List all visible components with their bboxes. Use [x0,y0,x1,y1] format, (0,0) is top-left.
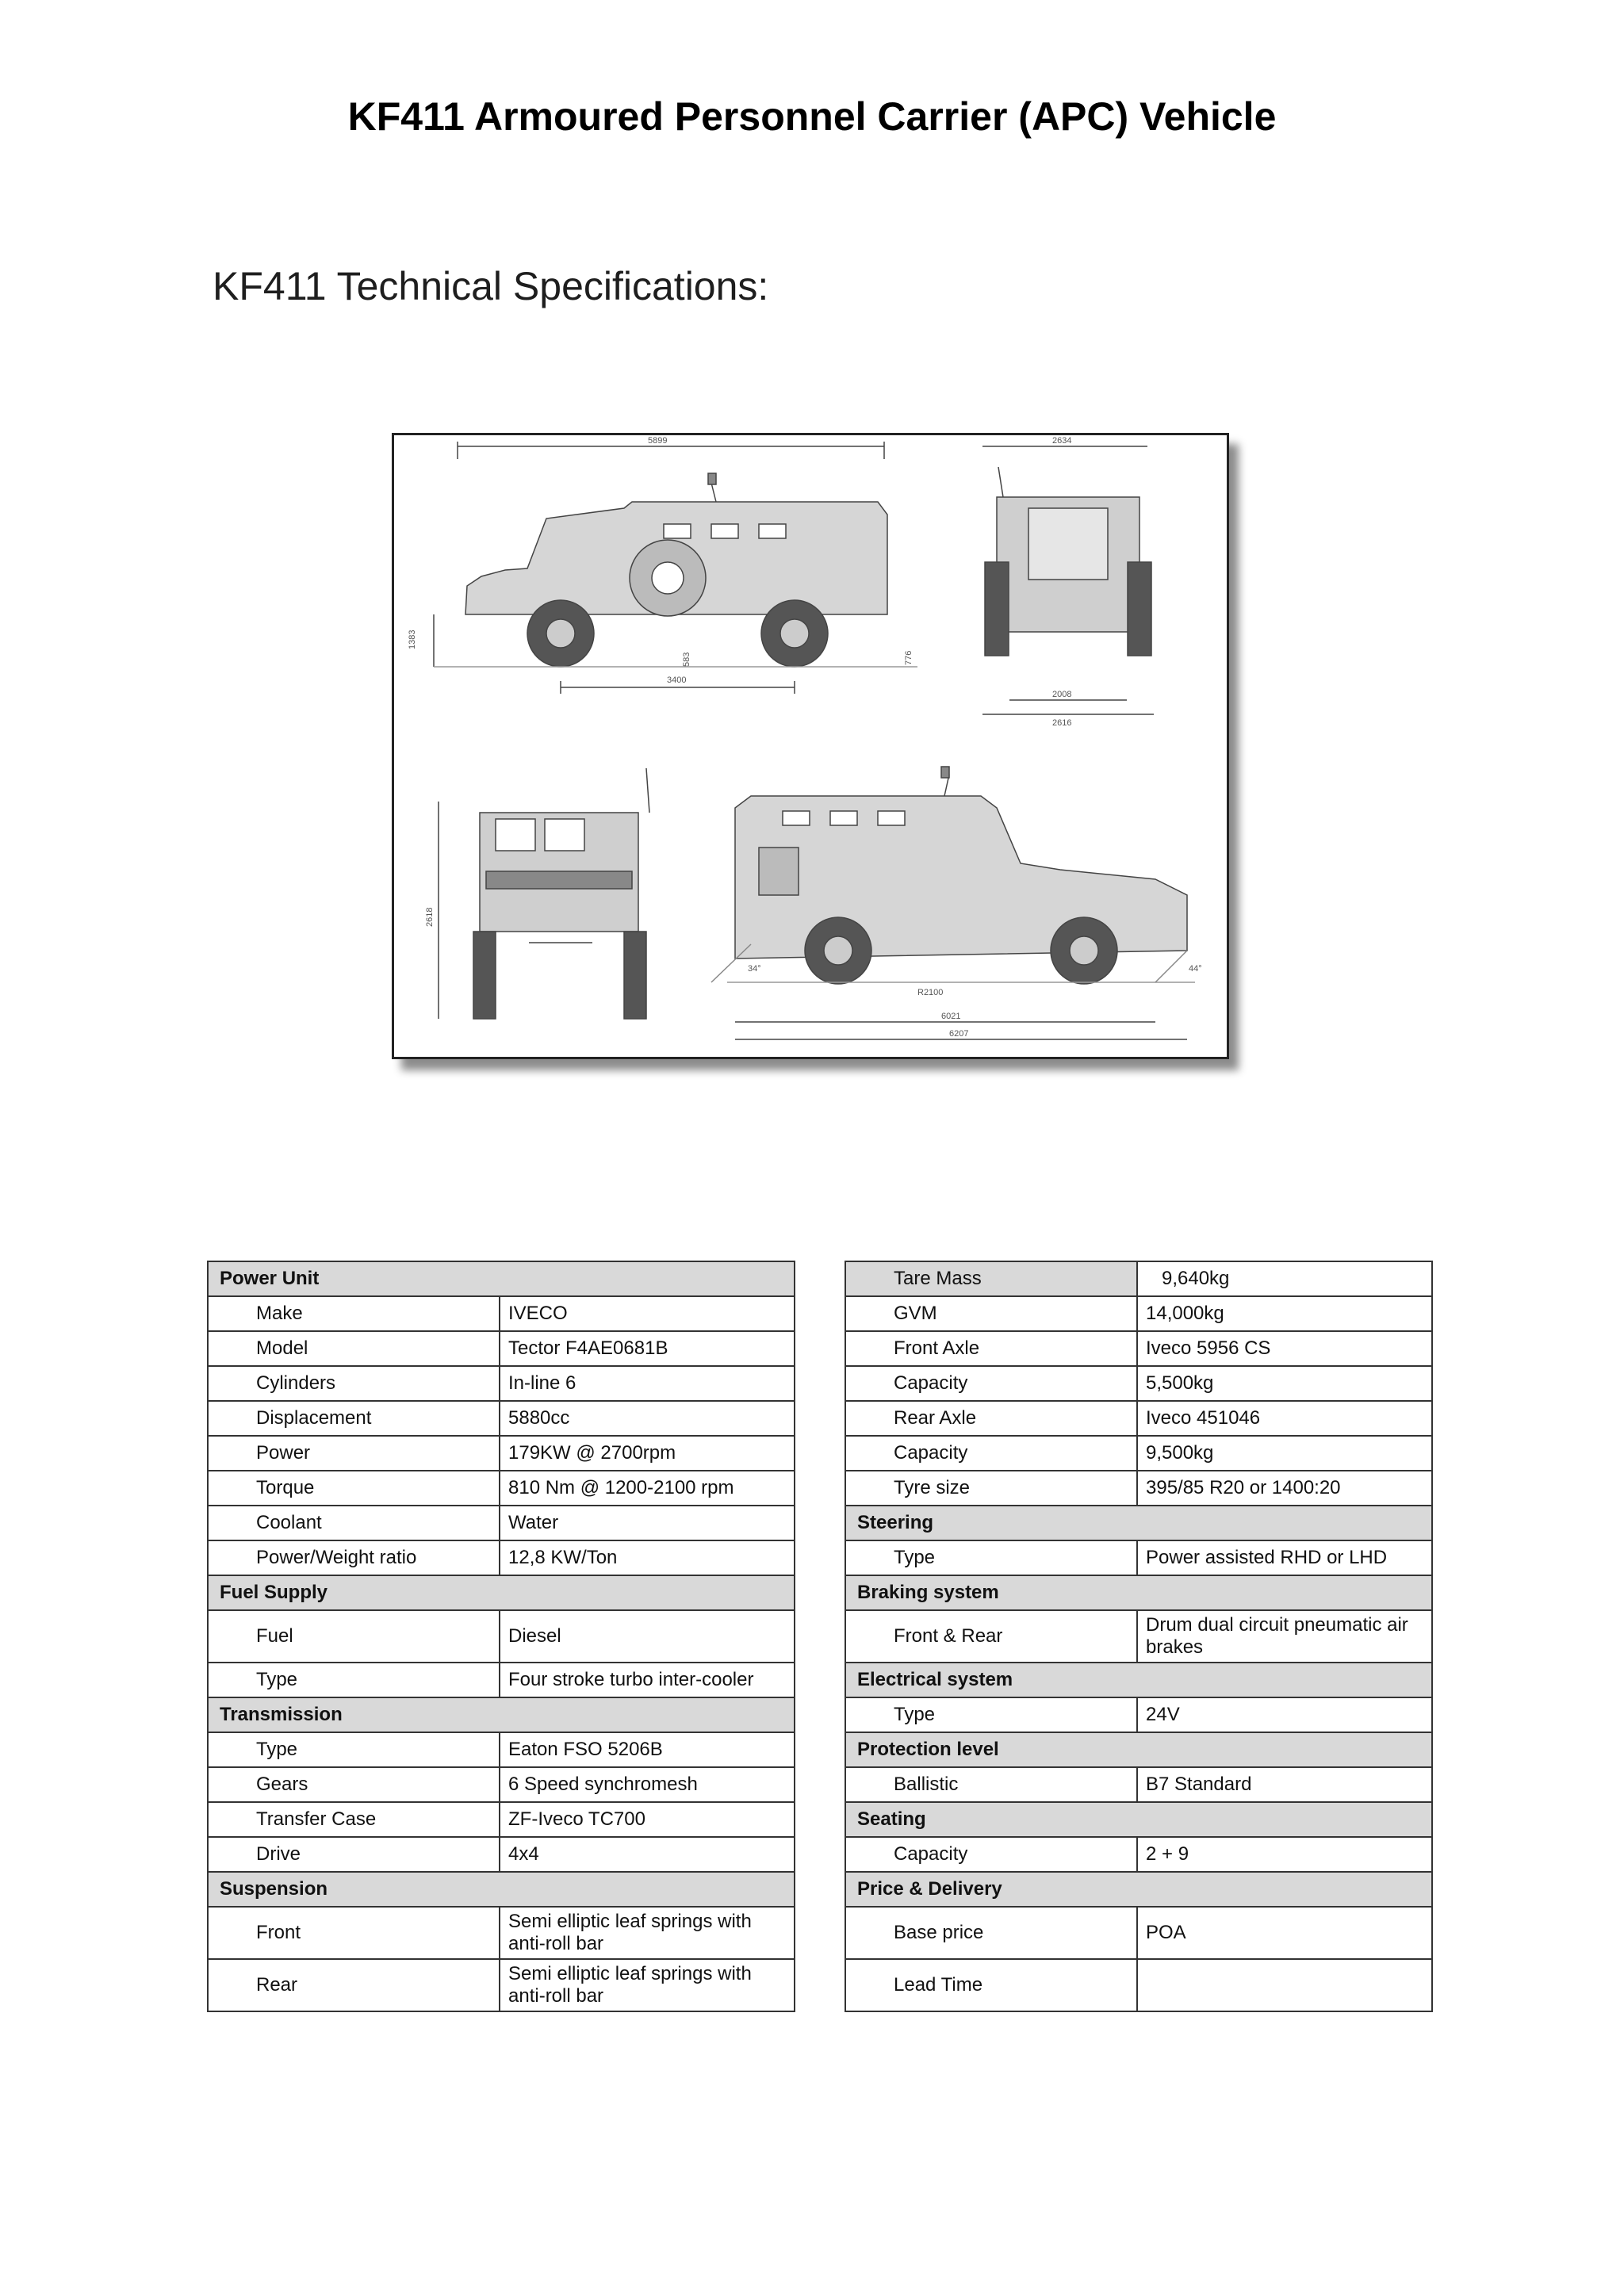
dim-height-side: 1383 [408,629,417,649]
section-power-unit: Power Unit [208,1261,795,1296]
label-gears: Gears [208,1767,500,1802]
label-power-weight: Power/Weight ratio [208,1540,500,1575]
side-view-right [711,767,1195,1039]
value-fuel-type: Four stroke turbo inter-cooler [500,1663,795,1697]
label-drive: Drive [208,1837,500,1872]
spec-table-left [207,1261,795,2012]
value-front-axle: Iveco 5956 CS [1137,1331,1432,1366]
label-front-capacity: Capacity [845,1366,1137,1401]
value-displacement: 5880cc [500,1401,795,1436]
vehicle-technical-drawing [392,433,1229,1059]
value-tare-mass: 9,640kg [1137,1261,1432,1296]
rear-view [439,768,649,1019]
label-displacement: Displacement [208,1401,500,1436]
section-steering: Steering [845,1506,1432,1540]
spec-heading: KF411 Technical Specifications: [213,264,769,308]
dim-turning-radius: R2100 [917,988,944,997]
dim-departure-angle: 34° [748,964,761,974]
label-lead-time: Lead Time [845,1959,1137,2011]
value-rear-suspension: Semi elliptic leaf springs with anti-roll bar [500,1959,795,2011]
value-power-weight: 12,8 KW/Ton [500,1540,795,1575]
value-front-suspension: Semi elliptic leaf springs with anti-roll bar [500,1907,795,1959]
section-electrical: Electrical system [845,1663,1432,1697]
label-transfer-case: Transfer Case [208,1802,500,1837]
label-ballistic: Ballistic [845,1767,1137,1802]
value-rear-axle: Iveco 451046 [1137,1401,1432,1436]
value-model: Tector F4AE0681B [500,1331,795,1366]
value-lead-time [1137,1959,1432,2011]
label-seating-capacity: Capacity [845,1837,1137,1872]
dim-ground-clearance: 583 [682,652,691,667]
label-fuel: Fuel [208,1610,500,1663]
dim-approach-angle: 44° [1189,964,1202,974]
front-view [982,446,1154,714]
side-view-left [434,442,917,694]
value-cylinders: In-line 6 [500,1366,795,1401]
label-power: Power [208,1436,500,1471]
value-ballistic: B7 Standard [1137,1767,1432,1802]
value-torque: 810 Nm @ 1200-2100 rpm [500,1471,795,1506]
value-drive: 4x4 [500,1837,795,1872]
label-rear-suspension: Rear [208,1959,500,2011]
value-seating-capacity: 2 + 9 [1137,1837,1432,1872]
label-front-suspension: Front [208,1907,500,1959]
value-transfer-case: ZF-Iveco TC700 [500,1802,795,1837]
value-make: IVECO [500,1296,795,1331]
section-fuel-supply: Fuel Supply [208,1575,795,1610]
value-steering-type: Power assisted RHD or LHD [1137,1540,1432,1575]
label-base-price: Base price [845,1907,1137,1959]
dim-length-2: 6207 [949,1029,969,1039]
label-transmission-type: Type [208,1732,500,1767]
label-model: Model [208,1331,500,1366]
label-front-axle: Front Axle [845,1331,1137,1366]
dim-overall-length-top: 5899 [648,436,668,446]
dim-rear-height: 2618 [425,907,435,927]
label-steering-type: Type [845,1540,1137,1575]
value-fuel: Diesel [500,1610,795,1663]
value-tyre-size: 395/85 R20 or 1400:20 [1137,1471,1432,1506]
section-price-delivery: Price & Delivery [845,1872,1432,1907]
section-suspension: Suspension [208,1872,795,1907]
dim-overall-width: 2616 [1052,718,1072,728]
value-transmission-type: Eaton FSO 5206B [500,1732,795,1767]
value-base-price: POA [1137,1907,1432,1959]
label-tare-mass: Tare Mass [845,1261,1137,1296]
label-torque: Torque [208,1471,500,1506]
value-front-capacity: 5,500kg [1137,1366,1432,1401]
vehicle-drawing-svg [394,435,1227,1057]
value-rear-capacity: 9,500kg [1137,1436,1432,1471]
label-rear-axle: Rear Axle [845,1401,1137,1436]
label-coolant: Coolant [208,1506,500,1540]
label-rear-capacity: Capacity [845,1436,1137,1471]
value-coolant: Water [500,1506,795,1540]
section-braking: Braking system [845,1575,1432,1610]
label-fuel-type: Type [208,1663,500,1697]
label-brakes: Front & Rear [845,1610,1137,1663]
label-gvm: GVM [845,1296,1137,1331]
dim-length-1: 6021 [941,1012,961,1021]
spec-table-right [845,1261,1433,2012]
dim-wheelbase: 3400 [667,675,687,685]
value-gears: 6 Speed synchromesh [500,1767,795,1802]
label-make: Make [208,1296,500,1331]
document-title: KF411 Armoured Personnel Carrier (APC) Vehicle [347,94,1277,139]
dim-wheel-height: 776 [904,650,914,665]
label-tyre-size: Tyre size [845,1471,1137,1506]
section-seating: Seating [845,1802,1432,1837]
section-protection: Protection level [845,1732,1432,1767]
dim-track: 2008 [1052,690,1072,699]
section-transmission: Transmission [208,1697,795,1732]
value-brakes: Drum dual circuit pneumatic air brakes [1137,1610,1432,1663]
value-power: 179KW @ 2700rpm [500,1436,795,1471]
dim-width-top: 2634 [1052,436,1072,446]
value-electrical-type: 24V [1137,1697,1432,1732]
label-cylinders: Cylinders [208,1366,500,1401]
label-electrical-type: Type [845,1697,1137,1732]
value-gvm: 14,000kg [1137,1296,1432,1331]
